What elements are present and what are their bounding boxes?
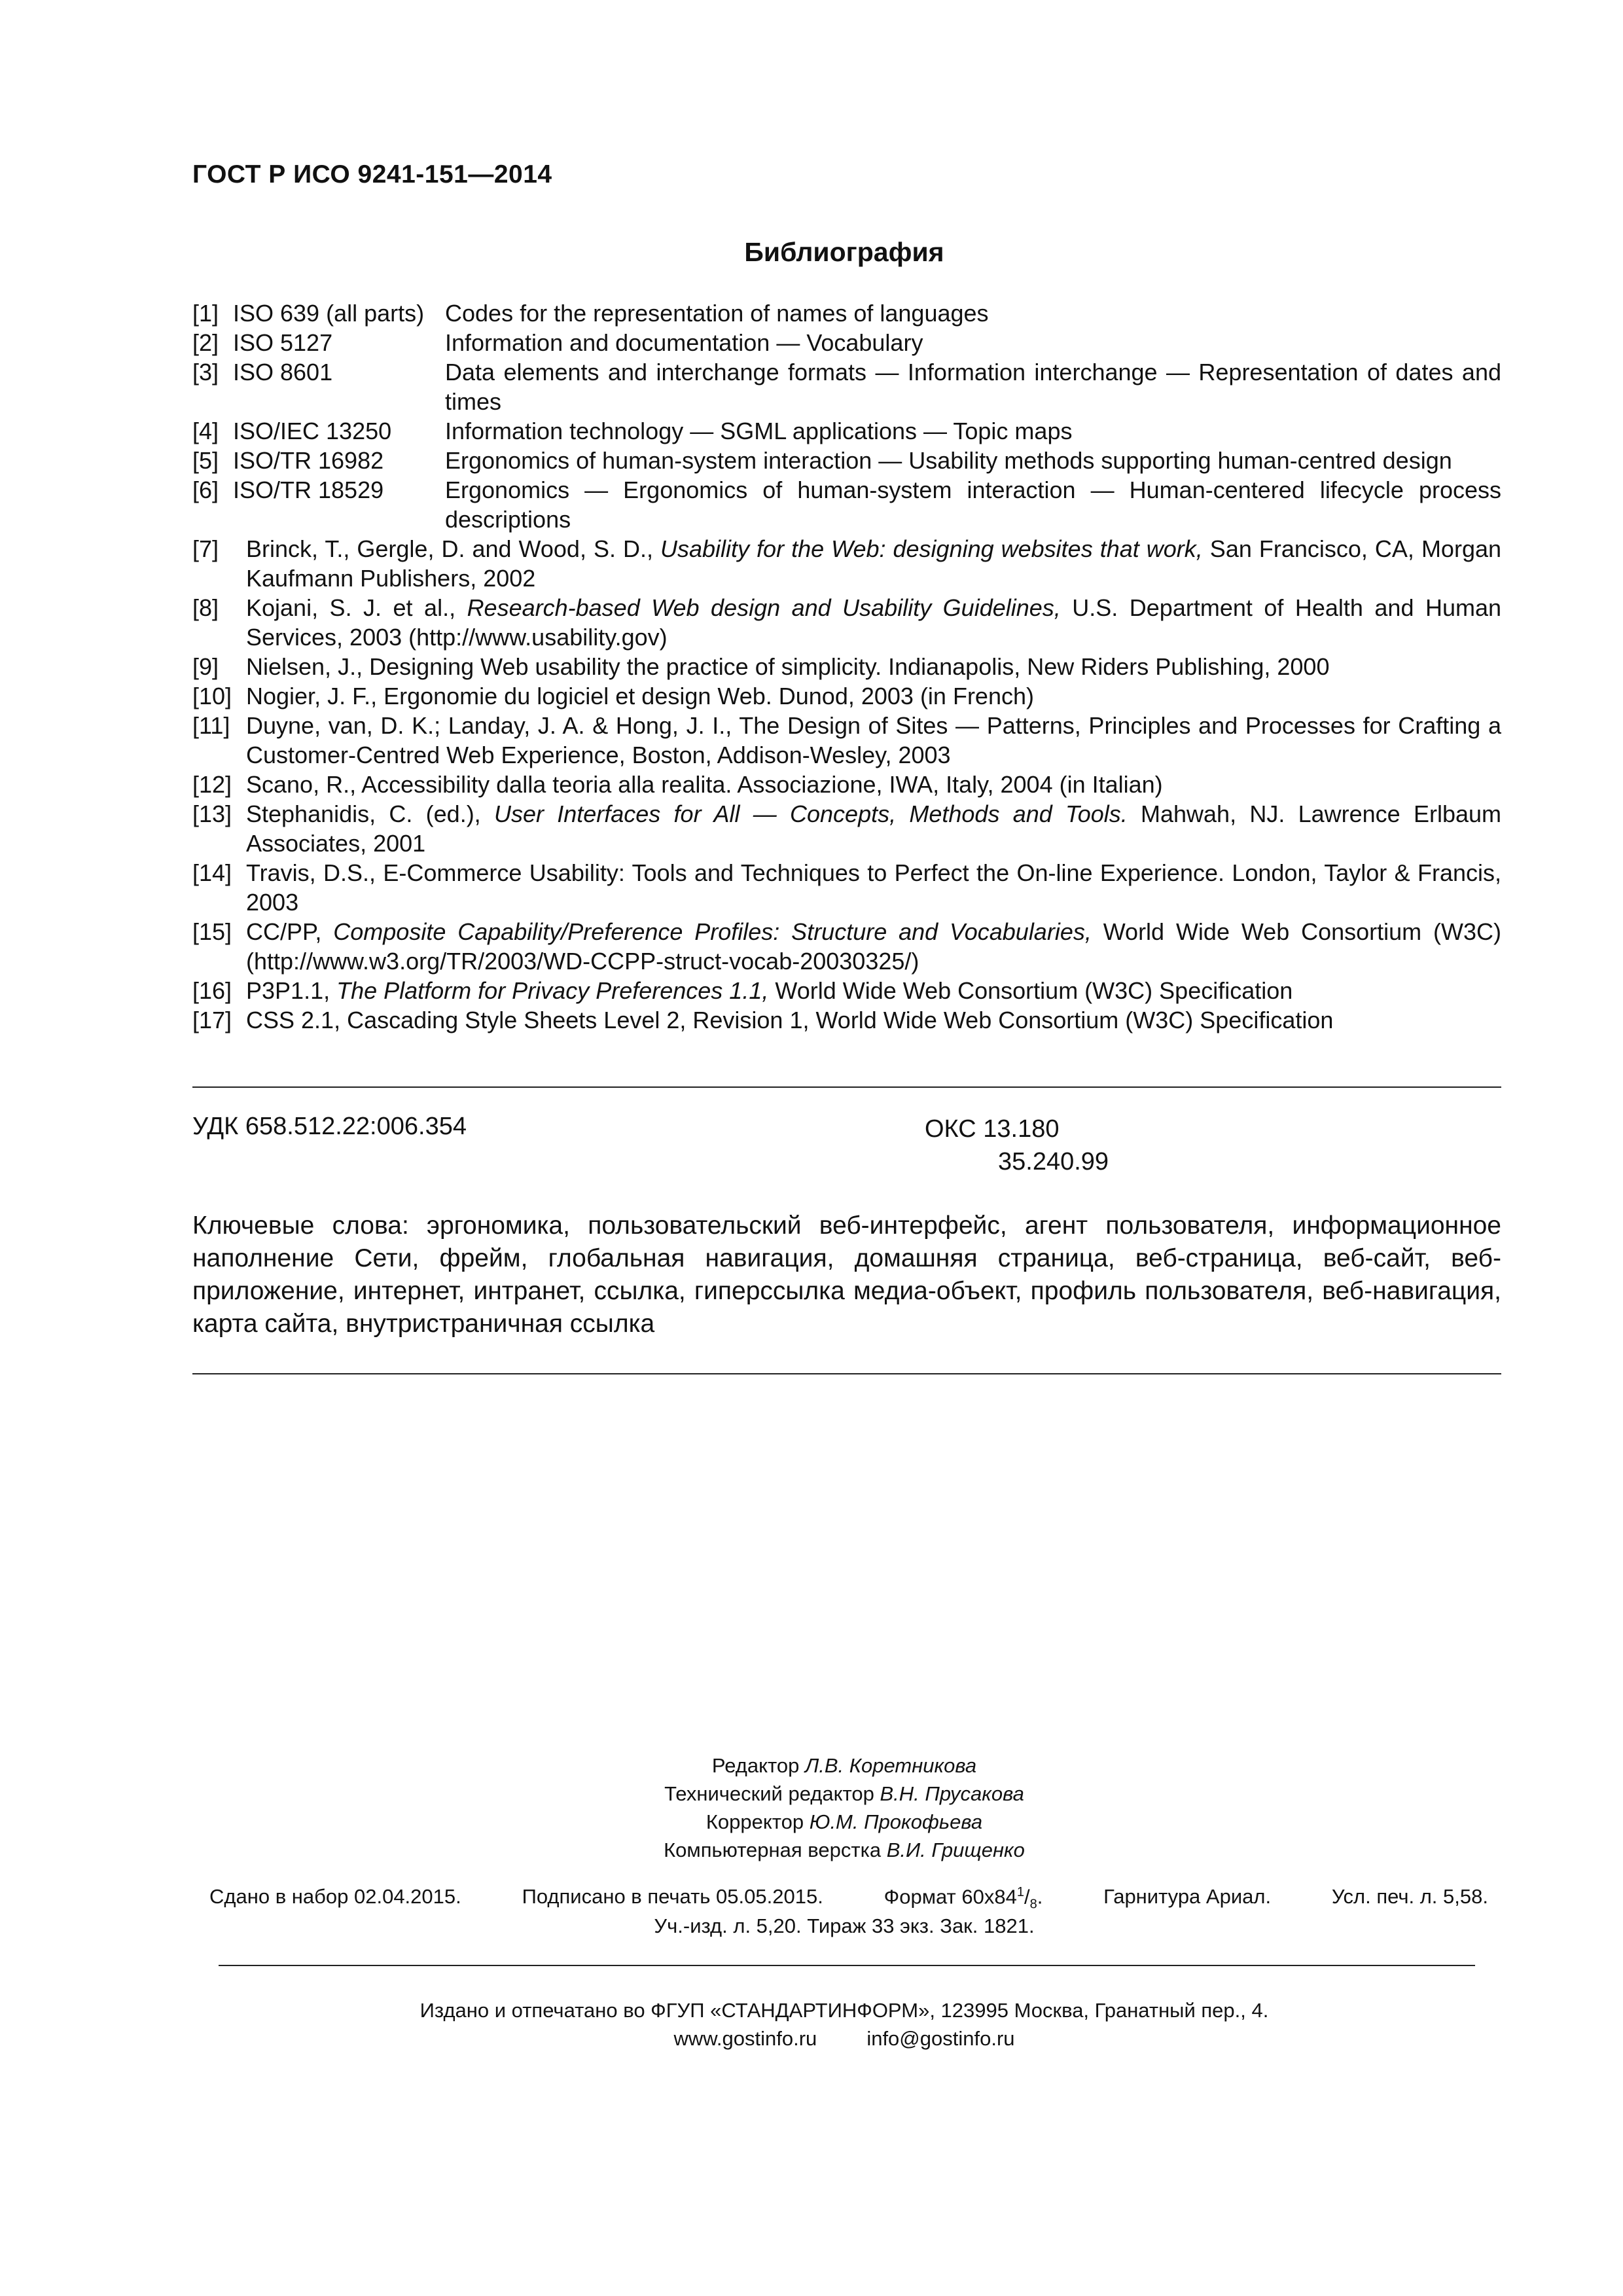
- standard-title: Ergonomics — Ergonomics of human-system interaction — Human-centered lifecycle process descriptions: [445, 476, 1501, 533]
- entry-number: [8]: [192, 594, 219, 621]
- oks-code-primary: ОКС 13.180: [925, 1115, 1060, 1143]
- printed-sheets: Усл. печ. л. 5,58.: [1331, 1885, 1488, 1908]
- bibliography-entry: [192, 799, 1501, 858]
- entry-number: [1]: [192, 300, 219, 327]
- entry-text: Stephanidis, C. (ed.), User Interfaces for All — Concepts, Methods and Tools. Mahwah, NJ. Lawrence Erlbaum Associates, 2001: [246, 800, 1502, 857]
- bibliography-entry: [192, 593, 1501, 652]
- editorial-staff: [0, 1751, 1623, 1864]
- printing-info-line-1: [209, 1885, 1488, 1912]
- entry-text: Scano, R., Accessibility dalla teoria alla realita. Associazione, IWA, Italy, 2004 (in Italian): [246, 771, 1163, 798]
- entry-text: CC/PP, Composite Capability/Preference Profiles: Structure and Vocabularies, World Wide Web Consortium (W3C) (http://www.w3.org/TR/2003/WD-CCPP-struct-vocab-20030325/): [246, 918, 1501, 975]
- standard-title: Ergonomics of human-system interaction — Usability methods supporting human-centred design: [445, 447, 1452, 474]
- standard-title: Information and documentation — Vocabulary: [445, 329, 923, 356]
- standard-title: Information technology — SGML applications — Topic maps: [445, 418, 1073, 444]
- bibliography-entry: [192, 917, 1501, 976]
- standards-list: [192, 298, 1501, 534]
- staff-line: Компьютерная верстка В.И. Грищенко: [664, 1839, 1025, 1861]
- bibliography-entry: [192, 770, 1501, 799]
- staff-line: Корректор Ю.М. Прокофьева: [705, 1810, 983, 1833]
- paper-format: Формат $60x84^1/_8$.: [883, 1885, 1043, 1912]
- bibliography-entry: [192, 416, 1501, 446]
- udk-code: УДК 658.512.22:006.354: [192, 1113, 467, 1140]
- literature-list: [192, 534, 1501, 1035]
- submitted-date: Сдано в набор 02.04.2015.: [209, 1885, 461, 1908]
- oks-codes: [925, 1113, 1109, 1178]
- entry-number: [9]: [192, 653, 219, 680]
- standard-title: Codes for the representation of names of languages: [445, 300, 989, 327]
- staff-line: Редактор Л.В. Коретникова: [711, 1754, 977, 1777]
- entry-number: [17]: [192, 1007, 232, 1033]
- bibliography-entry: [192, 475, 1501, 534]
- entry-number: [2]: [192, 329, 219, 356]
- bibliography-entry: [192, 858, 1501, 917]
- bibliography-entry: [192, 681, 1501, 711]
- staff-line: Технический редактор В.Н. Прусакова: [664, 1782, 1024, 1805]
- entry-number: [6]: [192, 476, 219, 503]
- divider-bottom: [219, 1965, 1475, 1966]
- bibliography-entry: [192, 357, 1501, 416]
- entry-text: Duyne, van, D. K.; Landay, J. A. & Hong, J. I., The Design of Sites — Patterns, Principles and Processes for Crafting a Customer-Centred Web Experience, Boston, Addison-Wesley, 2003: [246, 712, 1501, 768]
- bibliography-entry: [192, 1005, 1501, 1035]
- entry-number: [7]: [192, 535, 219, 562]
- entry-text: Kojani, S. J. et al., Research-based Web design and Usability Guidelines, U.S. Department of Health and Human Services, 2003 (http://www.usability.gov): [246, 594, 1501, 651]
- signed-date: Подписано в печать 05.05.2015.: [522, 1885, 823, 1908]
- divider-middle: [192, 1373, 1501, 1374]
- bibliography-entry: [192, 298, 1501, 328]
- entry-number: [4]: [192, 418, 219, 444]
- entry-number: [13]: [192, 800, 232, 827]
- standard-code: ISO 5127: [233, 329, 333, 356]
- standard-code: ISO/IEC 13250: [233, 418, 392, 444]
- publisher-line: Издано и отпечатано во ФГУП «СТАНДАРТИНФОРМ», 123995 Москва, Гранатный пер., 4.: [419, 1999, 1269, 2022]
- printing-info-line-2: Уч.-изд. л. 5,20. Тираж 33 экз. Зак. 1821.: [654, 1914, 1035, 1937]
- publisher-email[interactable]: info@gostinfo.ru: [866, 2027, 1015, 2050]
- bibliography-entry: [192, 446, 1501, 475]
- entry-number: [12]: [192, 771, 232, 798]
- bibliography-entry: [192, 652, 1501, 681]
- entry-number: [3]: [192, 359, 219, 386]
- standard-code: ISO 8601: [233, 359, 333, 386]
- standard-code: ISO/TR 16982: [233, 447, 384, 474]
- entry-number: [5]: [192, 447, 219, 474]
- standard-code: ISO/TR 18529: [233, 476, 384, 503]
- bibliography-title: Библиография: [744, 237, 944, 267]
- publisher-website[interactable]: www.gostinfo.ru: [673, 2027, 817, 2050]
- publisher-info: [0, 1996, 1623, 2053]
- bibliography-list: [192, 298, 1501, 1035]
- entry-text: Travis, D.S., E-Commerce Usability: Tools and Techniques to Perfect the On-line Experience. London, Taylor & Francis, 2003: [246, 859, 1501, 916]
- bibliography-entry: [192, 711, 1501, 770]
- entry-text: Nogier, J. F., Ergonomie du logiciel et design Web. Dunod, 2003 (in French): [246, 683, 1034, 709]
- document-code: ГОСТ Р ИСО 9241-151—2014: [192, 160, 552, 188]
- bibliography-entry: [192, 976, 1501, 1005]
- entry-text: CSS 2.1, Cascading Style Sheets Level 2, Revision 1, World Wide Web Consortium (W3C) Specification: [246, 1007, 1334, 1033]
- divider-top: [192, 1086, 1501, 1088]
- bibliography-entry: [192, 534, 1501, 593]
- oks-code-secondary: 35.240.99: [998, 1148, 1109, 1175]
- entry-number: [11]: [192, 712, 230, 739]
- bibliography-entry: [192, 328, 1501, 357]
- keywords-paragraph: Ключевые слова: эргономика, пользовательский веб-интерфейс, агент пользователя, информационное наполнение Сети, фрейм, глобальная навигация, домашняя страница, веб-страница, веб-сайт, веб-приложение, интернет, интранет, ссылка, гиперссылка медиа-объект, профиль пользователя, веб-навигация, карта сайта, внутристраничная ссылка: [192, 1211, 1501, 1338]
- entry-text: Nielsen, J., Designing Web usability the practice of simplicity. Indianapolis, New Riders Publishing, 2000: [246, 653, 1330, 680]
- standard-title: Data elements and interchange formats — Information interchange — Representation of dates and times: [445, 359, 1501, 415]
- publisher-links: [0, 2024, 1623, 2053]
- standard-code: ISO 639 (all parts): [233, 300, 425, 327]
- entry-text: P3P1.1, The Platform for Privacy Preferences 1.1, World Wide Web Consortium (W3C) Specification: [246, 977, 1293, 1004]
- entry-number: [10]: [192, 683, 232, 709]
- entry-number: [15]: [192, 918, 232, 945]
- entry-text: Brinck, T., Gergle, D. and Wood, S. D., Usability for the Web: designing websites that work, San Francisco, CA, Morgan Kaufmann Publishers, 2002: [246, 535, 1502, 592]
- typeface: Гарнитура Ариал.: [1103, 1885, 1272, 1908]
- entry-number: [16]: [192, 977, 232, 1004]
- entry-number: [14]: [192, 859, 232, 886]
